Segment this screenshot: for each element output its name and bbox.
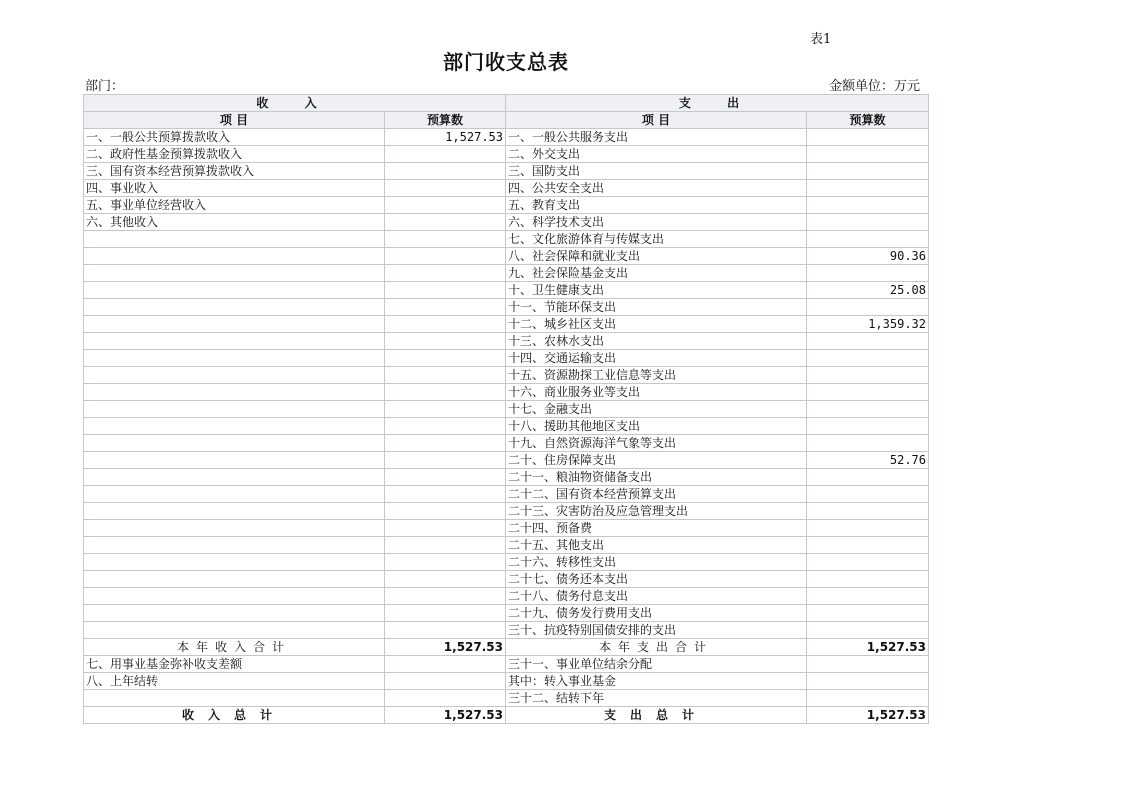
income-amount: 1,527.53 [385, 129, 506, 146]
income-amount [385, 486, 506, 503]
expense-item: 十四、交通运输支出 [506, 350, 807, 367]
expense-amount [807, 486, 929, 503]
income-item [84, 486, 385, 503]
expense-item: 十七、金融支出 [506, 401, 807, 418]
income-amount [385, 265, 506, 282]
group-header-row [84, 95, 929, 112]
income-amount [385, 452, 506, 469]
income-item [84, 537, 385, 554]
income-amount [385, 622, 506, 639]
income-amount [385, 214, 506, 231]
income-amount [385, 656, 506, 673]
table-row [84, 537, 929, 554]
table-row [84, 588, 929, 605]
income-item [84, 605, 385, 622]
income-item: 一、一般公共预算拨款收入 [84, 129, 385, 146]
table-row [84, 367, 929, 384]
income-amount [385, 248, 506, 265]
income-amount [385, 197, 506, 214]
income-item [84, 367, 385, 384]
expense-item: 二十五、其他支出 [506, 537, 807, 554]
income-amount [385, 350, 506, 367]
income-item [84, 622, 385, 639]
income-amount [385, 469, 506, 486]
income-item [84, 350, 385, 367]
table-row [84, 384, 929, 401]
income-amount [385, 367, 506, 384]
income-item [84, 248, 385, 265]
expense-amount: 52.76 [807, 452, 929, 469]
table-row [84, 316, 929, 333]
income-amount [385, 146, 506, 163]
income-amount [385, 418, 506, 435]
table-row [84, 520, 929, 537]
expense-item: 三十一、事业单位结余分配 [506, 656, 807, 673]
income-amount [385, 554, 506, 571]
income-item: 二、政府性基金预算拨款收入 [84, 146, 385, 163]
expense-item: 十五、资源勘探工业信息等支出 [506, 367, 807, 384]
expense-amount [807, 690, 929, 707]
department-label: 部门： [85, 79, 125, 94]
expense-amount [807, 197, 929, 214]
expense-item: 二十六、转移性支出 [506, 554, 807, 571]
table-row [84, 299, 929, 316]
income-item: 三、国有资本经营预算拨款收入 [84, 163, 385, 180]
table-row [84, 333, 929, 350]
income-amount [385, 401, 506, 418]
expense-subtotal-label: 本年支出合计 [506, 639, 807, 656]
income-item [84, 571, 385, 588]
expense-item: 十三、农林水支出 [506, 333, 807, 350]
expense-amount [807, 146, 929, 163]
table-row [84, 452, 929, 469]
income-amount [385, 231, 506, 248]
table-row [84, 554, 929, 571]
expense-amount [807, 418, 929, 435]
expense-amount: 90.36 [807, 248, 929, 265]
income-item [84, 282, 385, 299]
expense-item: 一、一般公共服务支出 [506, 129, 807, 146]
income-subtotal-label: 本年收入合计 [84, 639, 385, 656]
expense-amount [807, 231, 929, 248]
income-amount [385, 180, 506, 197]
table-row [84, 435, 929, 452]
income-amount [385, 384, 506, 401]
expense-amount [807, 350, 929, 367]
expense-amount [807, 571, 929, 588]
income-item [84, 588, 385, 605]
expense-amount [807, 384, 929, 401]
expense-amount [807, 673, 929, 690]
expense-total-amount: 1,527.53 [807, 707, 929, 724]
income-amount [385, 673, 506, 690]
table-row [84, 690, 929, 707]
table-row [84, 486, 929, 503]
income-item [84, 384, 385, 401]
table-row [84, 214, 929, 231]
expense-item: 十八、援助其他地区支出 [506, 418, 807, 435]
expense-item-header: 项 目 [506, 112, 807, 129]
expense-item: 三十二、结转下年 [506, 690, 807, 707]
income-item [84, 418, 385, 435]
total-row [84, 707, 929, 724]
income-total-amount: 1,527.53 [385, 707, 506, 724]
income-item [84, 520, 385, 537]
income-amount [385, 605, 506, 622]
page-title: 部门收支总表 [443, 50, 569, 74]
expense-amount [807, 520, 929, 537]
income-amount [385, 333, 506, 350]
income-item [84, 265, 385, 282]
income-item-header: 项 目 [84, 112, 385, 129]
table-row [84, 622, 929, 639]
expense-amount [807, 503, 929, 520]
income-item [84, 503, 385, 520]
amount-unit-label: 金额单位：万元 [828, 79, 920, 94]
expense-subtotal-amount: 1,527.53 [807, 639, 929, 656]
table-row [84, 673, 929, 690]
income-item [84, 316, 385, 333]
income-amount [385, 588, 506, 605]
table-row [84, 231, 929, 248]
table-row [84, 248, 929, 265]
expense-item: 二十二、国有资本经营预算支出 [506, 486, 807, 503]
table-row [84, 129, 929, 146]
expense-amount [807, 163, 929, 180]
expense-item: 二、外交支出 [506, 146, 807, 163]
table-row [84, 265, 929, 282]
expense-amount [807, 367, 929, 384]
expense-item: 七、文化旅游体育与传媒支出 [506, 231, 807, 248]
income-item [84, 401, 385, 418]
income-budget-header: 预算数 [385, 112, 506, 129]
expense-item: 二十七、债务还本支出 [506, 571, 807, 588]
income-expense-table [83, 94, 929, 724]
income-item [84, 231, 385, 248]
table-row [84, 503, 929, 520]
income-amount [385, 282, 506, 299]
expense-item: 十九、自然资源海洋气象等支出 [506, 435, 807, 452]
income-amount [385, 299, 506, 316]
expense-item: 二十九、债务发行费用支出 [506, 605, 807, 622]
table-row [84, 605, 929, 622]
expense-item: 二十八、债务付息支出 [506, 588, 807, 605]
expense-amount [807, 129, 929, 146]
income-item [84, 435, 385, 452]
expense-item: 二十四、预备费 [506, 520, 807, 537]
expense-item: 其中：转入事业基金 [506, 673, 807, 690]
table-number: 表1 [810, 32, 832, 47]
income-item [84, 469, 385, 486]
expense-amount [807, 180, 929, 197]
income-item [84, 299, 385, 316]
income-subtotal-amount: 1,527.53 [385, 639, 506, 656]
income-group-header: 收 入 [84, 95, 506, 112]
income-total-label: 收入总计 [84, 707, 385, 724]
table-row [84, 401, 929, 418]
income-amount [385, 503, 506, 520]
income-item [84, 452, 385, 469]
expense-item: 九、社会保险基金支出 [506, 265, 807, 282]
table-row [84, 282, 929, 299]
expense-item: 三十、抗疫特别国债安排的支出 [506, 622, 807, 639]
income-item: 五、事业单位经营收入 [84, 197, 385, 214]
income-amount [385, 690, 506, 707]
expense-item: 八、社会保障和就业支出 [506, 248, 807, 265]
expense-amount [807, 554, 929, 571]
expense-amount [807, 537, 929, 554]
expense-budget-header: 预算数 [807, 112, 929, 129]
expense-item: 六、科学技术支出 [506, 214, 807, 231]
income-amount [385, 435, 506, 452]
table-row [84, 656, 929, 673]
table-row [84, 571, 929, 588]
expense-item: 十、卫生健康支出 [506, 282, 807, 299]
income-item: 八、上年结转 [84, 673, 385, 690]
expense-amount [807, 588, 929, 605]
income-amount [385, 571, 506, 588]
expense-amount: 1,359.32 [807, 316, 929, 333]
expense-item: 十二、城乡社区支出 [506, 316, 807, 333]
income-amount [385, 316, 506, 333]
income-item: 四、事业收入 [84, 180, 385, 197]
table-row [84, 197, 929, 214]
table-row [84, 180, 929, 197]
expense-amount [807, 265, 929, 282]
table-row [84, 163, 929, 180]
income-item [84, 333, 385, 350]
income-amount [385, 163, 506, 180]
expense-item: 二十三、灾害防治及应急管理支出 [506, 503, 807, 520]
expense-item: 二十一、粮油物资储备支出 [506, 469, 807, 486]
expense-item: 十一、节能环保支出 [506, 299, 807, 316]
expense-amount [807, 214, 929, 231]
table-row [84, 469, 929, 486]
income-item: 七、用事业基金弥补收支差额 [84, 656, 385, 673]
expense-amount [807, 469, 929, 486]
expense-item: 二十、住房保障支出 [506, 452, 807, 469]
expense-total-label: 支出总计 [506, 707, 807, 724]
income-item: 六、其他收入 [84, 214, 385, 231]
income-amount [385, 520, 506, 537]
expense-amount [807, 299, 929, 316]
income-amount [385, 537, 506, 554]
expense-item: 十六、商业服务业等支出 [506, 384, 807, 401]
expense-item: 三、国防支出 [506, 163, 807, 180]
expense-amount [807, 605, 929, 622]
expense-group-header: 支 出 [506, 95, 929, 112]
expense-amount [807, 622, 929, 639]
table-row [84, 350, 929, 367]
expense-amount: 25.08 [807, 282, 929, 299]
subtotal-row [84, 639, 929, 656]
table-row [84, 418, 929, 435]
table-row [84, 146, 929, 163]
expense-item: 五、教育支出 [506, 197, 807, 214]
expense-amount [807, 401, 929, 418]
income-item [84, 690, 385, 707]
expense-amount [807, 435, 929, 452]
expense-amount [807, 333, 929, 350]
income-item [84, 554, 385, 571]
expense-item: 四、公共安全支出 [506, 180, 807, 197]
expense-amount [807, 656, 929, 673]
column-header-row [84, 112, 929, 129]
